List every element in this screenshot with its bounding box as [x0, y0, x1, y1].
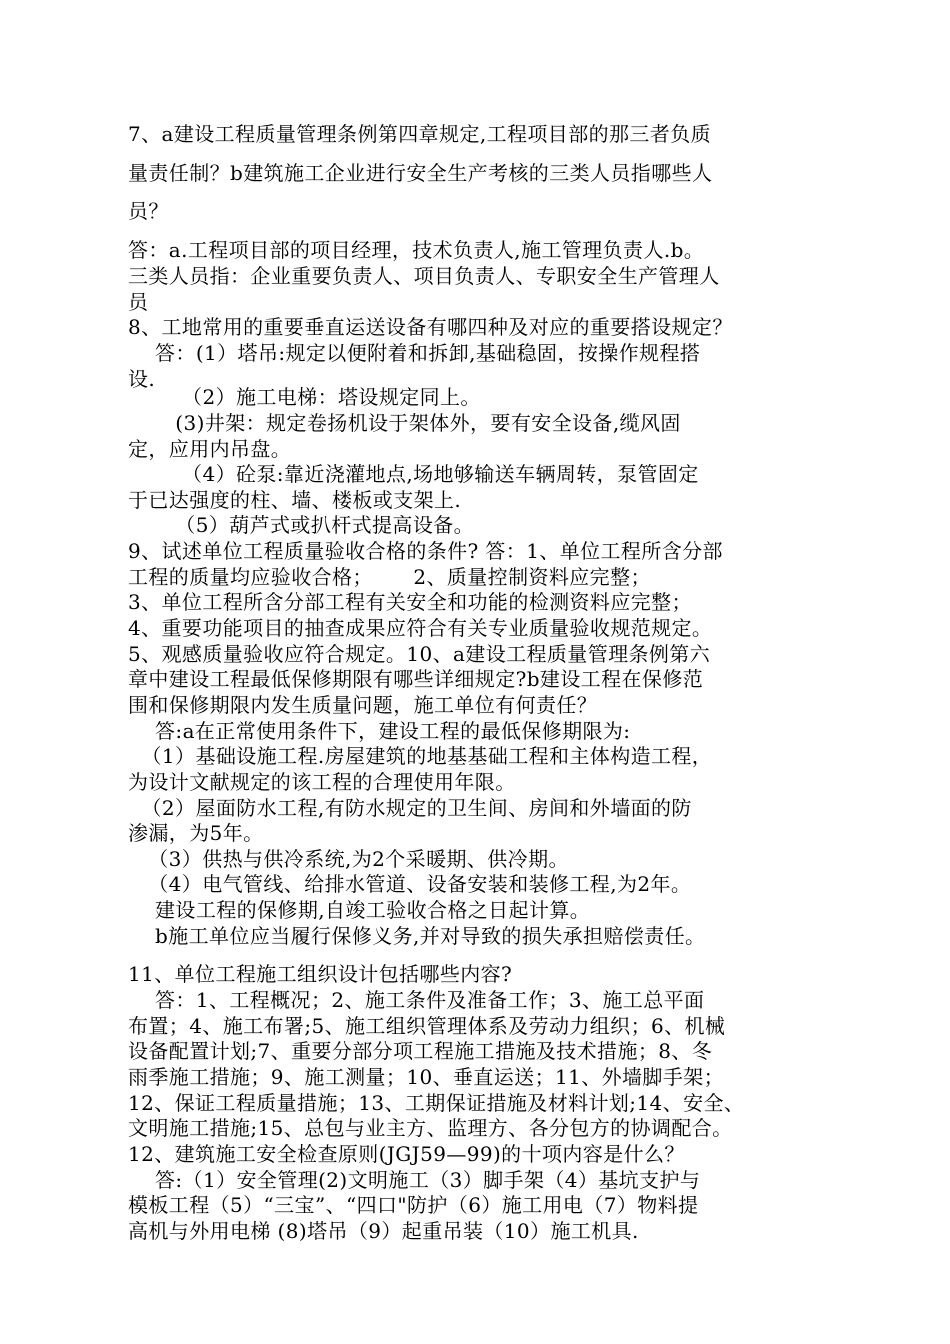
text-line: 员 — [128, 290, 149, 314]
text-line: 答:（1）安全管理(2)文明施工（3）脚手架（4）基坑支护与 — [128, 1168, 701, 1192]
text-line: 渗漏，为5年。 — [128, 821, 264, 845]
text-line: （5）葫芦式或扒杆式提高设备。 — [128, 513, 475, 537]
text-line: 7、a建设工程质量管理条例第四章规定,工程项目部的那三者负质 — [128, 122, 712, 146]
text-line: 工程的质量均应验收合格； 2、质量控制资料应完整； — [128, 565, 651, 589]
text-line: 章中建设工程最低保修期限有哪些详细规定?b建设工程在保修范 — [128, 667, 704, 691]
text-line: 3、单位工程所含分部工程有关安全和功能的检测资料应完整； — [128, 590, 692, 614]
text-line: 文明施工措施;15、总包与业主方、监理方、各分包方的协调配合。 — [128, 1116, 733, 1140]
text-line: 设. — [128, 367, 156, 391]
text-line: 答：1、工程概况；2、施工条件及准备工作；3、施工总平面 — [128, 988, 705, 1012]
text-line: (3)井架：规定卷扬机设于架体外，要有安全设备,缆风固 — [128, 411, 681, 435]
text-line: 12、建筑施工安全检查原则(JGJ59—99)的十项内容是什么？ — [128, 1142, 685, 1166]
text-line: 为设计文献规定的该工程的合理使用年限。 — [128, 770, 516, 794]
text-line: 围和保修期限内发生质量问题，施工单位有何责任？ — [128, 693, 598, 717]
text-line: 答：a.工程项目部的项目经理，技术负责人,施工管理负责人.b。 — [128, 238, 705, 262]
text-line: （1）基础设施工程.房屋建筑的地基基础工程和主体构造工程， — [128, 744, 713, 768]
text-line: （2）屋面防水工程,有防水规定的卫生间、房间和外墙面的防 — [128, 796, 692, 820]
text-line: 模板工程（5）“三宝”、“四口"防护（6）施工用电（7）物料提 — [128, 1193, 699, 1217]
text-line: （3）供热与供冷系统,为2个采暖期、供冷期。 — [128, 847, 569, 871]
text-line: 12、保证工程质量措施；13、工期保证措施及材料计划;14、安全、 — [128, 1091, 745, 1115]
text-line: 量责任制？b建筑施工企业进行安全生产考核的三类人员指哪些人 — [128, 161, 713, 185]
text-line: （4）电气管线、给排水管道、设备安装和装修工程,为2年。 — [128, 872, 692, 896]
text-line: 雨季施工措施；9、施工测量；10、垂直运送；11、外墙脚手架； — [128, 1065, 725, 1089]
text-line: 8、工地常用的重要垂直运送设备有哪四种及对应的重要搭设规定？ — [128, 315, 733, 339]
text-line: 设备配置计划;7、重要分部分项工程施工措施及技术措施；8、冬 — [128, 1039, 713, 1063]
text-line: （2）施工电梯：塔设规定同上。 — [128, 385, 481, 409]
text-line: 布置；4、施工布署;5、施工组织管理体系及劳动力组织；6、机械 — [128, 1014, 726, 1038]
text-line: 11、单位工程施工组织设计包括哪些内容? — [128, 962, 513, 986]
text-line: （4）砼泵:靠近浇灌地点,场地够输送车辆周转，泵管固定 — [128, 462, 699, 486]
text-line: 9、试述单位工程质量验收合格的条件? 答：1、单位工程所含分部 — [128, 539, 723, 563]
text-line: 答：(1）塔吊:规定以便附着和拆卸,基础稳固，按操作规程搭 — [128, 341, 701, 365]
text-line: 定，应用内吊盘。 — [128, 437, 292, 461]
text-line: 建设工程的保修期,自竣工验收合格之日起计算。 — [128, 898, 591, 922]
text-line: 4、重要功能项目的抽查成果应符合有关专业质量验收规范规定。 — [128, 616, 713, 640]
text-line: 三类人员指：企业重要负责人、项目负责人、专职安全生产管理人 — [128, 264, 720, 288]
text-line: 员？ — [128, 199, 169, 223]
text-line: 5、观感质量验收应符合规定。10、a建设工程质量管理条例第六 — [128, 642, 711, 666]
text-line: 答:a在正常使用条件下，建设工程的最低保修期限为: — [128, 719, 631, 743]
text-line: 高机与外用电梯 (8)塔吊（9）起重吊装（10）施工机具. — [128, 1219, 639, 1243]
text-line: b施工单位应当履行保修义务,并对导致的损失承担赔偿责任。 — [128, 924, 706, 948]
text-line: 于已达强度的柱、墙、楼板或支架上. — [128, 488, 462, 512]
